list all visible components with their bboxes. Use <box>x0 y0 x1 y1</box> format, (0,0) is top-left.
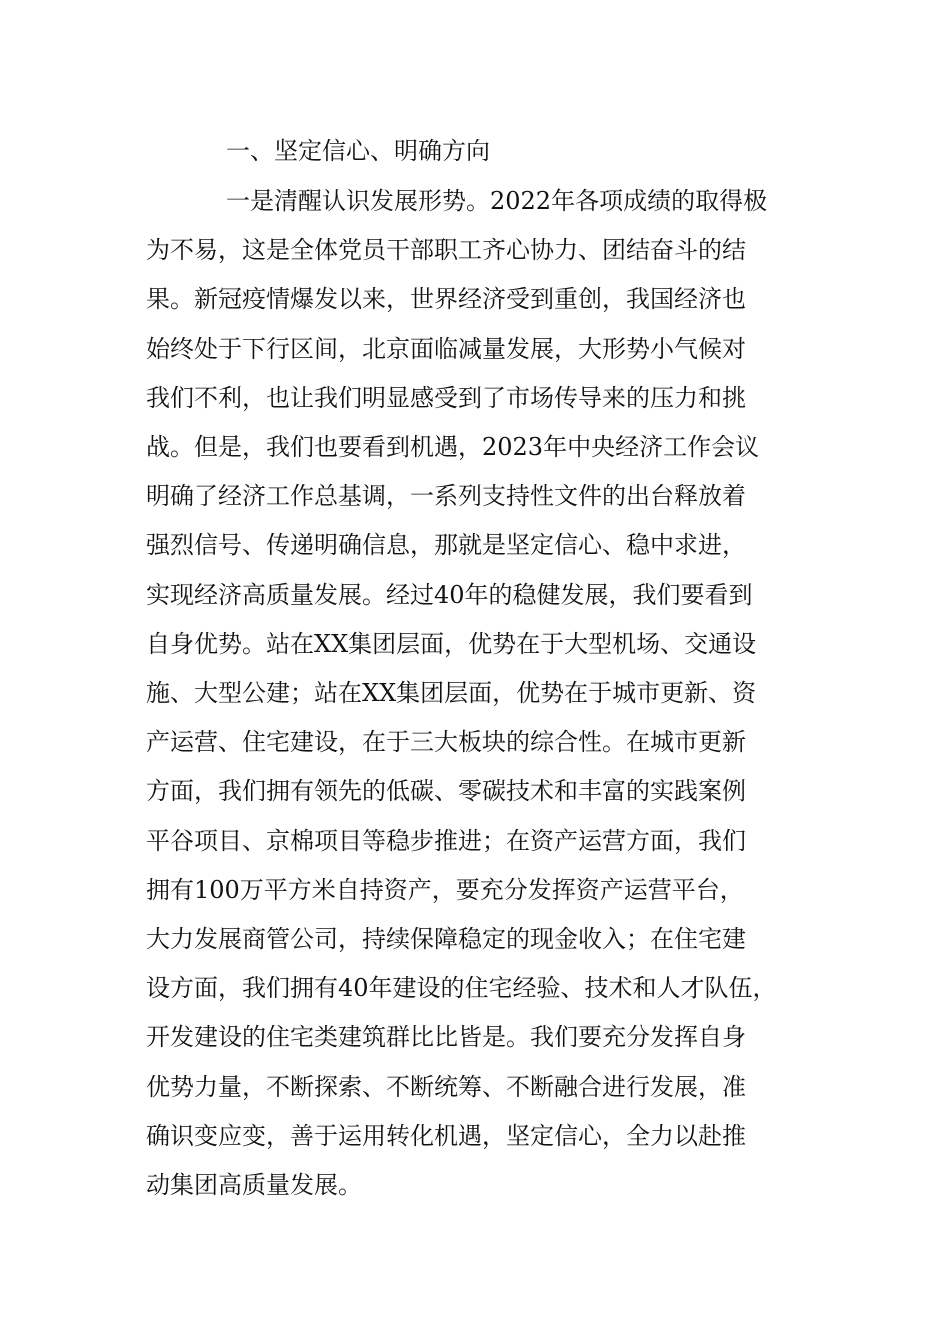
paragraph-line: 始终处于下行区间，北京面临减量发展，大形势小气候对 <box>146 334 746 363</box>
paragraph-line: 开发建设的住宅类建筑群比比皆是。我们要充分发挥自身 <box>146 1023 746 1052</box>
paragraph-line: 为不易，这是全体党员干部职工齐心协力、团结奋斗的结 <box>146 236 746 265</box>
paragraph-line: 强烈信号、传递明确信息，那就是坚定信心、稳中求进， <box>146 531 746 560</box>
paragraph-line: 我们不利，也让我们明显感受到了市场传导来的压力和挑 <box>146 383 746 412</box>
paragraph-line: 战。但是，我们也要看到机遇，2023年中央经济工作会议 <box>146 433 760 461</box>
paragraph-line: 产运营、住宅建设，在于三大板块的综合性。在城市更新 <box>146 728 746 757</box>
section-heading: 一、坚定信心、明确方向 <box>226 137 490 165</box>
paragraph-line: 一是清醒认识发展形势。2022年各项成绩的取得极 <box>226 187 768 215</box>
paragraph-line: 明确了经济工作总基调，一系列支持性文件的出台释放着 <box>146 482 746 511</box>
paragraph-line: 方面，我们拥有领先的低碳、零碳技术和丰富的实践案例 <box>146 777 746 806</box>
paragraph-line: 平谷项目、京棉项目等稳步推进；在资产运营方面，我们 <box>146 826 746 855</box>
paragraph-line: 拥有100万平方米自持资产，要充分发挥资产运营平台， <box>146 875 744 904</box>
paragraph-line: 设方面，我们拥有40年建设的住宅经验、技术和人才队伍， <box>146 974 777 1003</box>
paragraph-line: 确识变应变，善于运用转化机遇，坚定信心，全力以赴推 <box>146 1121 746 1150</box>
paragraph-line: 施、大型公建；站在XX集团层面，优势在于城市更新、资 <box>146 679 757 707</box>
paragraph-line: 实现经济高质量发展。经过40年的稳健发展，我们要看到 <box>146 580 753 609</box>
paragraph-line: 优势力量，不断探索、不断统筹、不断融合进行发展，准 <box>146 1072 746 1101</box>
paragraph-line: 自身优势。站在XX集团层面，优势在于大型机场、交通设 <box>146 629 757 658</box>
paragraph-line: 动集团高质量发展。 <box>146 1171 362 1199</box>
paragraph-line: 大力发展商管公司，持续保障稳定的现金收入；在住宅建 <box>146 925 746 953</box>
paragraph-line: 果。新冠疫情爆发以来，世界经济受到重创，我国经济也 <box>146 285 746 314</box>
